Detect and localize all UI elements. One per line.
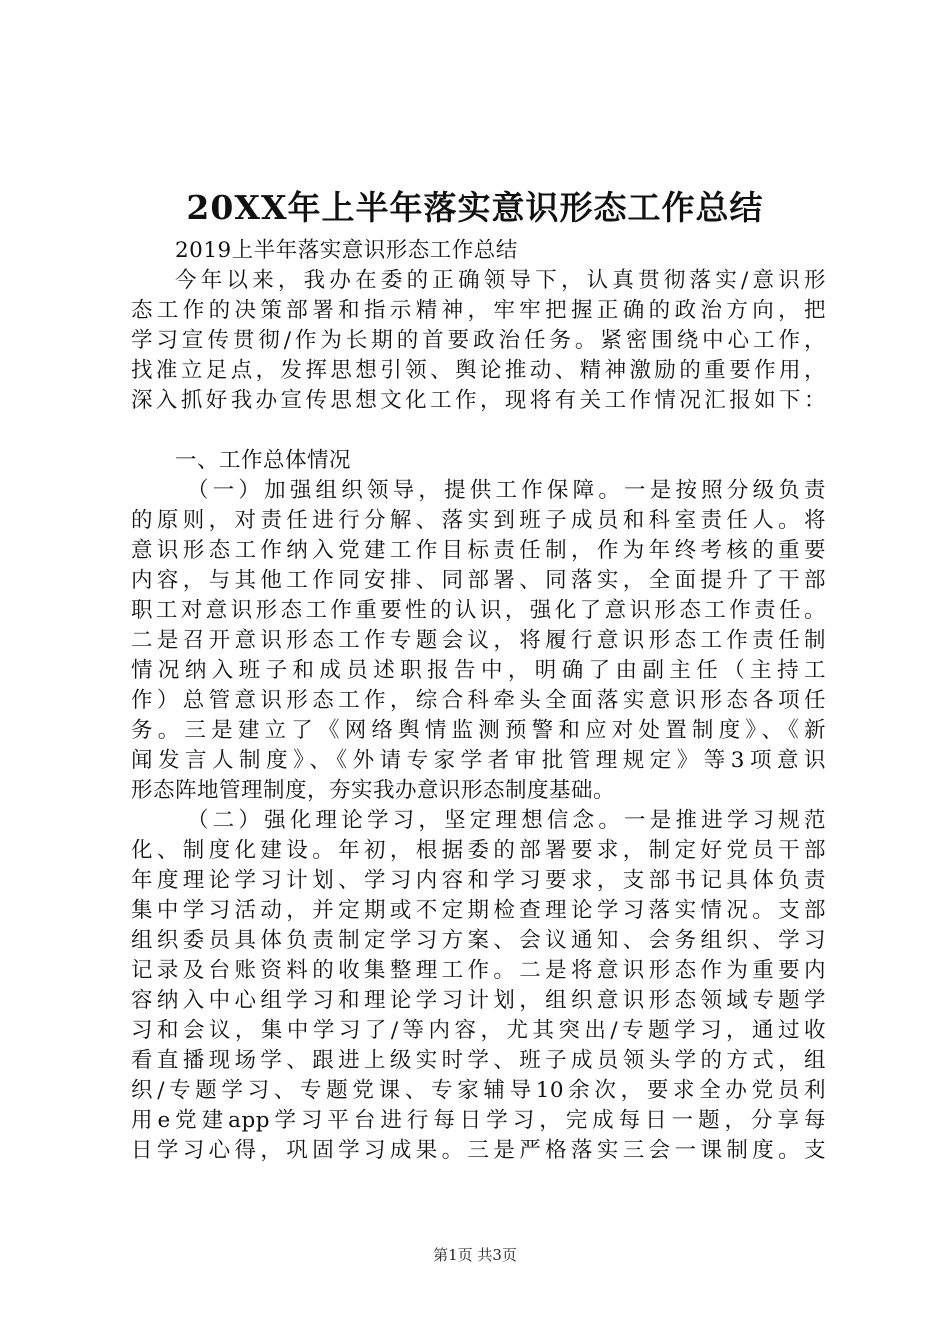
paragraph-line: 的原则，对责任进行分解、落实到班子成员和科室责任人。将 <box>131 508 826 533</box>
subtitle-line: 2019上半年落实意识形态工作总结 <box>175 238 518 263</box>
paragraph-line: 态工作的决策部署和指示精神，牢牢把握正确的政治方向，把 <box>131 298 826 323</box>
paragraph-line: 找准立足点，发挥思想引领、舆论推动、精神激励的重要作用， <box>131 358 826 383</box>
paragraph-line: 闻发言人制度》、《外请专家学者审批管理规定》等3项意识 <box>131 748 826 773</box>
paragraph-line: 意识形态工作纳入党建工作目标责任制，作为年终考核的重要 <box>131 538 826 563</box>
paragraph-line: 务。三是建立了《网络舆情监测预警和应对处置制度》、《新 <box>131 718 826 743</box>
paragraph-line: 深入抓好我办宣传思想文化工作，现将有关工作情况汇报如下： <box>131 388 826 413</box>
paragraph-line: 形态阵地管理制度，夯实我办意识形态制度基础。 <box>131 778 616 803</box>
blank-line <box>131 416 826 446</box>
paragraph-line: 情况纳入班子和成员述职报告中，明确了由副主任（主持工 <box>131 658 826 683</box>
paragraph-line: 习和会议，集中学习了/等内容，尤其突出/专题学习，通过收 <box>131 1018 826 1043</box>
paragraph-line: 集中学习活动，并定期或不定期检查理论学习落实情况。支部 <box>131 898 826 923</box>
paragraph-line: 职工对意识形态工作重要性的认识，强化了意识形态工作责任。 <box>131 598 826 623</box>
paragraph-line: 织/专题学习、专题党课、专家辅导10余次，要求全办党员利 <box>131 1078 826 1103</box>
paragraph-line: （二）强化理论学习，坚定理想信念。一是推进学习规范 <box>187 808 826 833</box>
paragraph-line: （一）加强组织领导，提供工作保障。一是按照分级负责 <box>187 478 826 503</box>
paragraph-line: 组织委员具体负责制定学习方案、会议通知、会务组织、学习 <box>131 928 826 953</box>
paragraph-line: 记录及台账资料的收集整理工作。二是将意识形态作为重要内 <box>131 958 826 983</box>
paragraph-line: 作）总管意识形态工作，综合科牵头全面落实意识形态各项任 <box>131 688 826 713</box>
section-heading: 一、工作总体情况 <box>175 448 352 473</box>
paragraph-line: 内容，与其他工作同安排、同部署、同落实，全面提升了干部 <box>131 568 826 593</box>
paragraph-line: 用e党建app学习平台进行每日学习，完成每日一题，分享每 <box>131 1108 826 1133</box>
paragraph-line: 二是召开意识形态工作专题会议，将履行意识形态工作责任制 <box>131 628 826 653</box>
document-title: 20XX年上半年落实意识形态工作总结 <box>186 188 764 227</box>
paragraph-line: 年度理论学习计划、学习内容和学习要求，支部书记具体负责 <box>131 868 826 893</box>
paragraph-line: 学习宣传贯彻/作为长期的首要政治任务。紧密围绕中心工作， <box>131 328 826 353</box>
document-body <box>131 236 826 1166</box>
paragraph-line: 容纳入中心组学习和理论学习计划，组织意识形态领域专题学 <box>131 988 826 1013</box>
paragraph-line: 今年以来，我办在委的正确领导下，认真贯彻落实/意识形 <box>175 268 826 293</box>
paragraph-line: 化、制度化建设。年初，根据委的部署要求，制定好党员干部 <box>131 838 826 863</box>
paragraph-line: 看直播现场学、跟进上级实时学、班子成员领头学的方式，组 <box>131 1048 826 1073</box>
page-number-footer: 第1页 共3页 <box>433 1246 517 1264</box>
paragraph-line: 日学习心得，巩固学习成果。三是严格落实三会一课制度。支 <box>131 1138 826 1163</box>
